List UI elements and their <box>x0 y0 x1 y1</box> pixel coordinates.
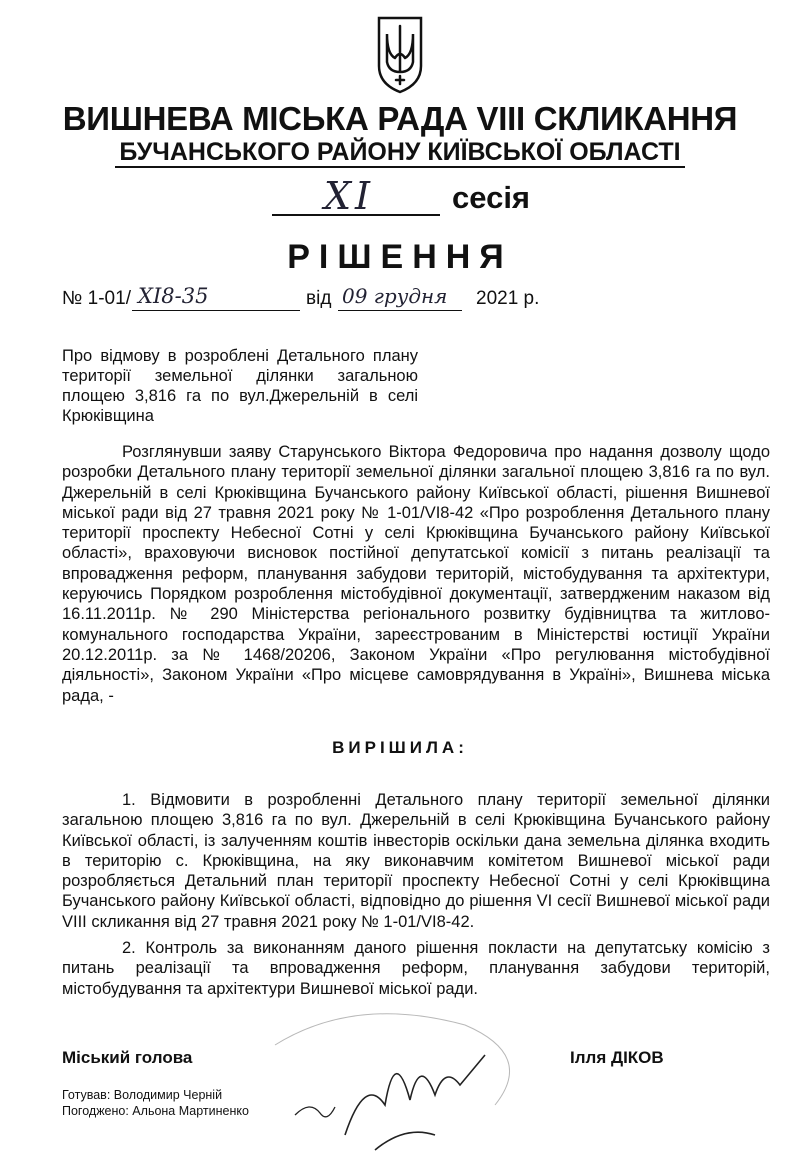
council-region-text: БУЧАНСЬКОГО РАЙОНУ КИЇВСЬКОЇ ОБЛАСТІ <box>115 138 684 168</box>
date-underline <box>338 310 462 311</box>
decision-subject: Про відмову в розроблені Детального плану території земельної ділянки загальною площею 3,816 га по вул.Джерельній в селі Крюківщина <box>62 347 418 425</box>
preamble-text: Розглянувши заяву Старунського Віктора Федоровича про надання дозволу щодо розробки Детального плану території земельної ділянки загальної площею 3,816 га по вул. Джерельній в селі Крюківщина Бучанського району Київської області, рішення Вишневої міської ради від 27 травня 2021 року № 1-01/VI8-42 «Про розроблення Детального плану території проспекту Небесної Сотні у селі Крюківщина Бучанського району Київської області», враховуючи висновок постійної депутатської комісії з питань реалізації та впровадження реформ, планування забудови територій, містобудування та архітектури, керуючись Порядком розроблення містобудівної документації, затвердженим наказом від 16.11.2011р. № 290 Міністерства регіонального розвитку будівництва та житлово-комунального господарства України, зареєстрованим в Міністерстві юстиції України 20.12.2011р. за № 1468/20206, Законом України «Про регулювання містобудівної діяльності», Законом України «Про місцеве самоврядування в Україні», Вишнева міська рада, - <box>62 443 770 705</box>
decision-item-1 <box>62 790 770 932</box>
decision-number-line <box>62 286 762 318</box>
decision-year: 2021 р. <box>476 288 540 309</box>
decision-date: 09 грудня <box>342 284 448 308</box>
date-label: від <box>306 288 332 309</box>
trident-coat-of-arms-icon <box>375 14 425 94</box>
decision-item-text: 2. Контроль за виконанням даного рішення покласти на депутатську комісію з питань реалізації та впровадження реформ, планування забудови територій, містобудування та архітектури Вишневої міської ради. <box>62 939 770 998</box>
prepared-by: Готував: Володимир Черній <box>62 1088 223 1102</box>
decision-title: РІШЕННЯ <box>287 238 513 276</box>
mayor-name: Ілля ДІКОВ <box>570 1048 664 1067</box>
decision-item-text: 1. Відмовити в розробленні Детального плану території земельної ділянки загальною площею 3,816 га по вул. Джерельній в селі Крюківщина Бучанського району Київської області, із залученням коштів інвесторів оскільки дана земельна ділянка входить в територію с. Крюківщина, на яку виконавчим комітетом Вишневої міської ради розробляється Детальний план території проспекту Небесної Сотні у селі Крюківщина Бучанського району Київської області, відповідно до рішення VI сесії Вишневої міської ради VIII скликання від 27 травня 2021 року № 1-01/VI8-42. <box>62 791 770 931</box>
preamble <box>62 442 770 706</box>
agreed-by: Погоджено: Альона Мартиненко <box>62 1104 249 1118</box>
resolved-heading: ВИРІШИЛА: <box>332 738 468 757</box>
number-underline <box>132 310 300 311</box>
session-label: сесія <box>452 180 531 215</box>
decision-number: XI8-35 <box>138 284 209 308</box>
mayor-label: Міський голова <box>62 1048 193 1067</box>
council-name: ВИШНЕВА МІСЬКА РАДА VIII СКЛИКАННЯ <box>62 100 738 137</box>
signature-icon <box>235 985 555 1170</box>
session-number: XI <box>324 174 375 218</box>
number-prefix: № 1-01/ <box>62 288 131 309</box>
council-region <box>0 138 800 167</box>
session-line <box>272 174 572 222</box>
